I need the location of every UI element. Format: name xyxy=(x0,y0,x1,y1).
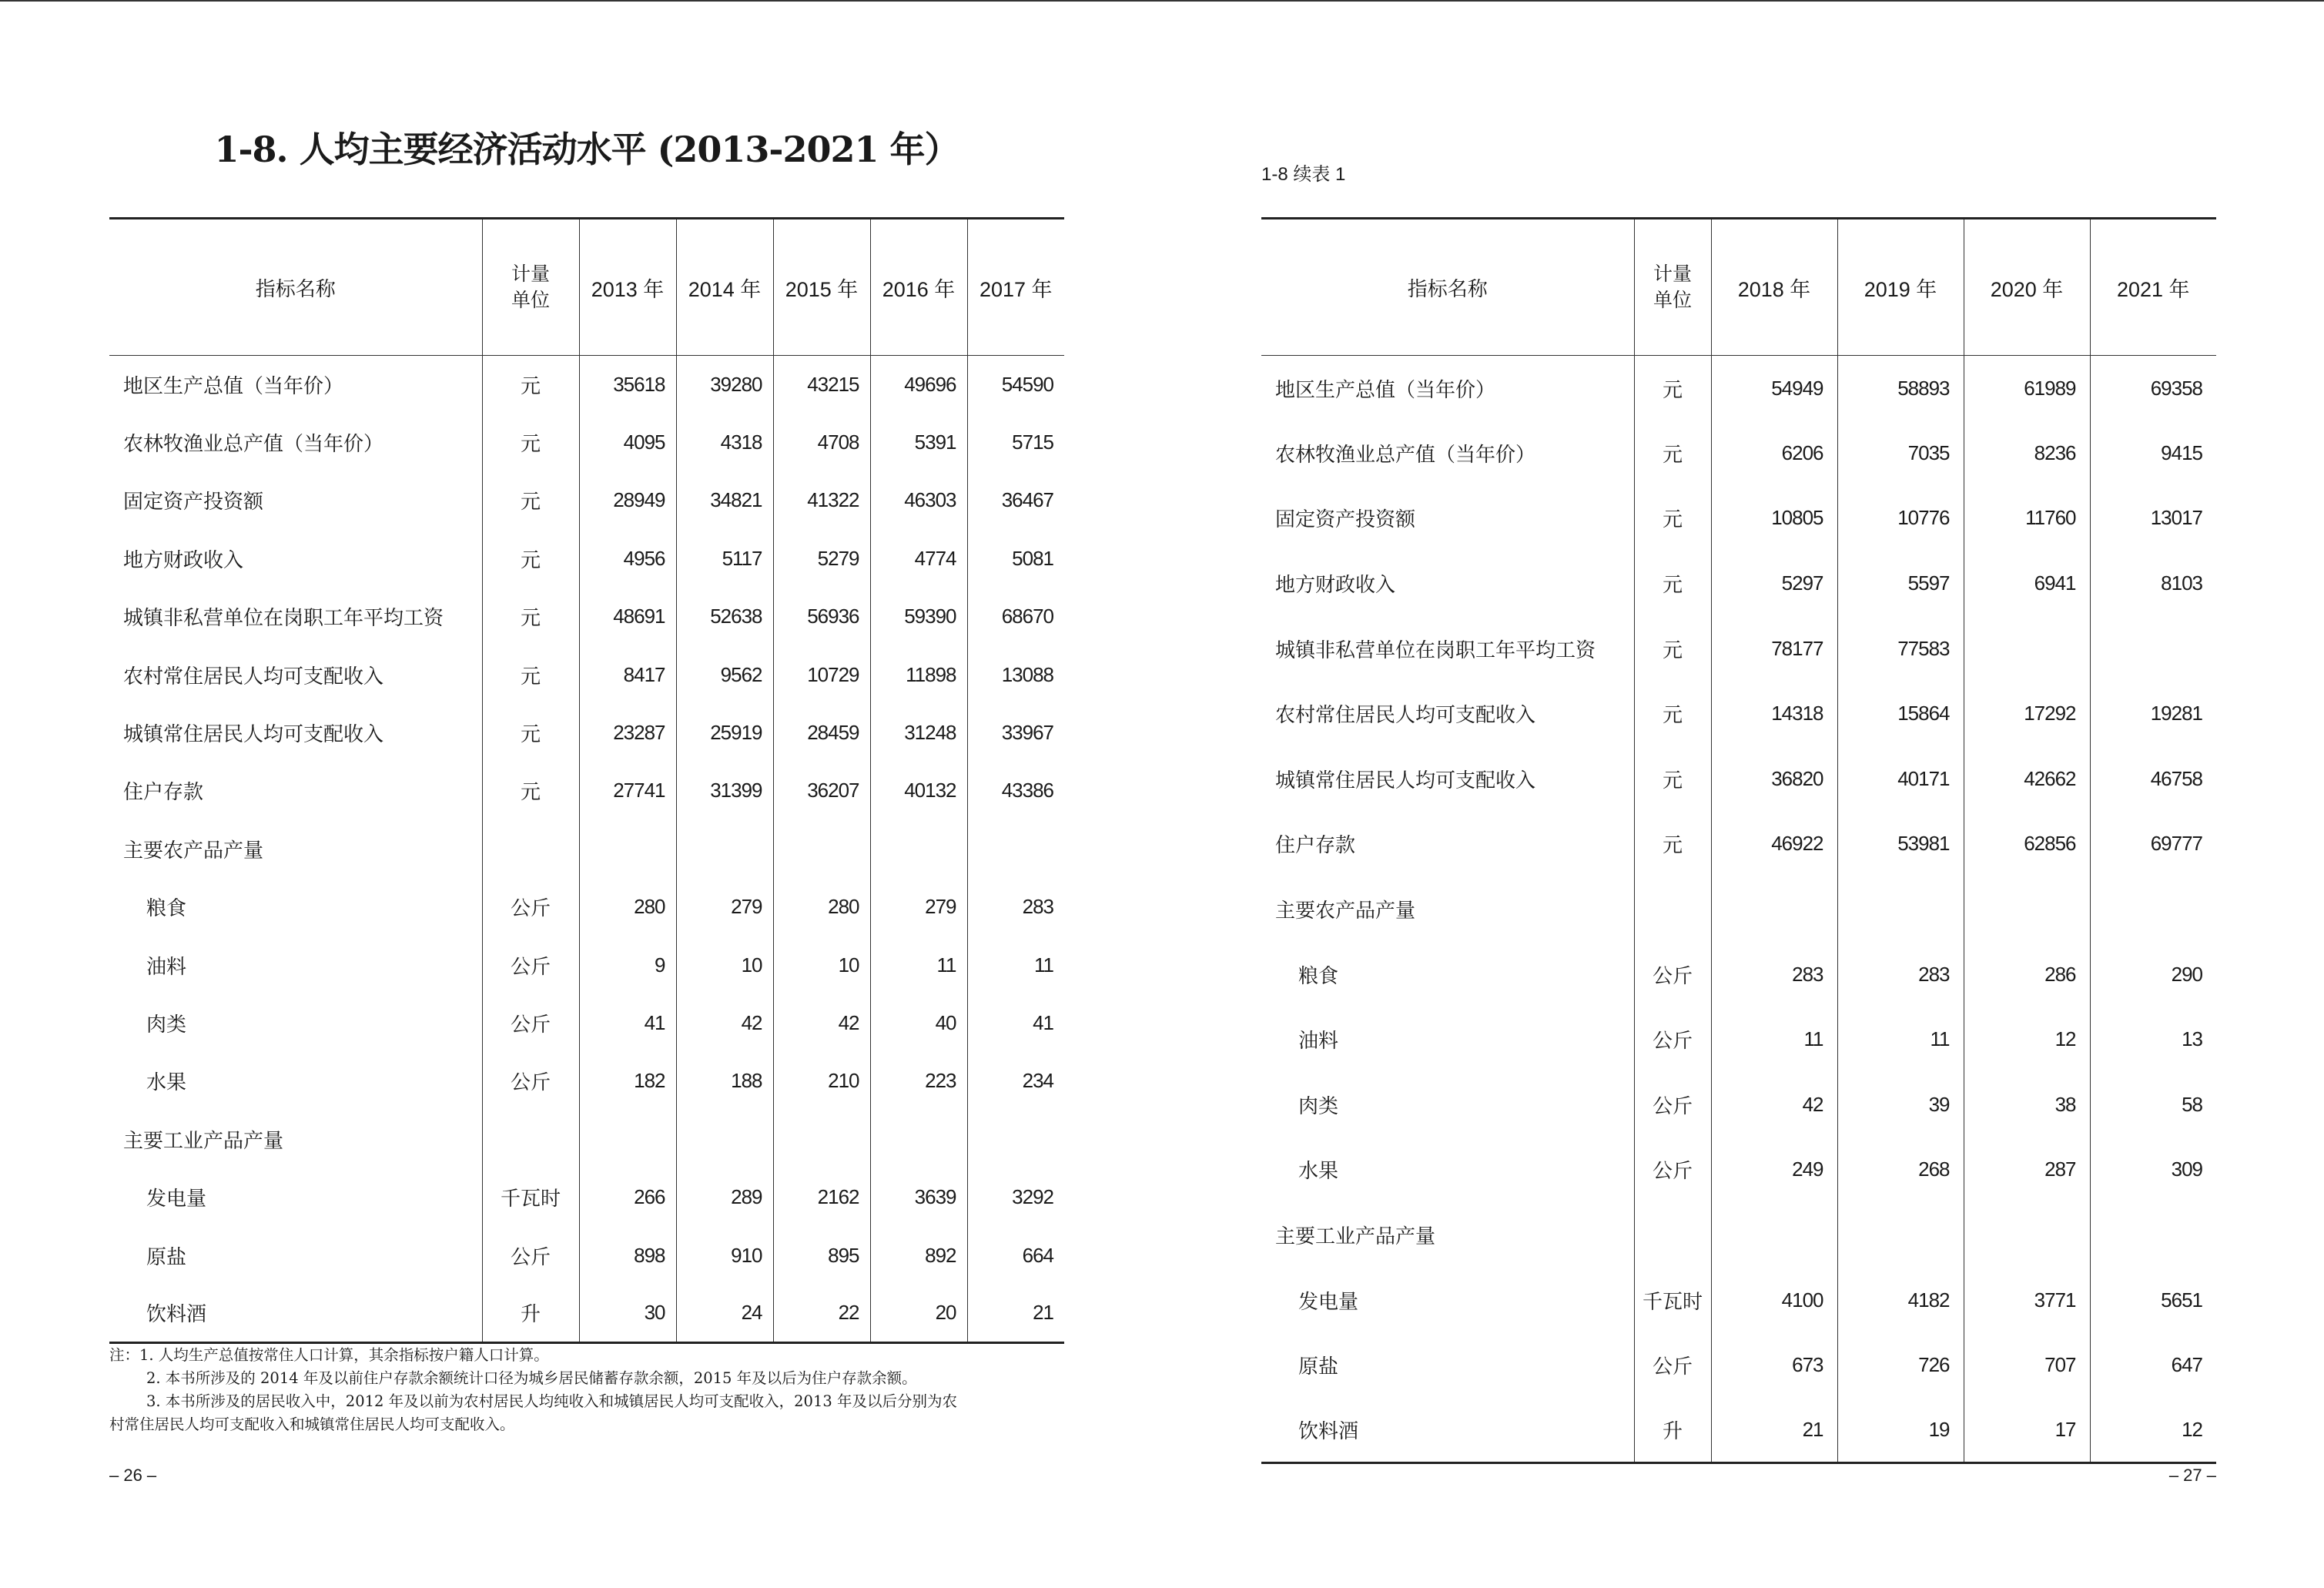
value-cell: 40171 xyxy=(1837,746,1964,812)
indicator-name-cell: 地区生产总值（当年价） xyxy=(1275,378,1496,402)
footnote-line: 2. 本书所涉及的 2014 年及以前住户存款余额统计口径为城乡居民储蓄存款余额，2015 年及以后为住户存款余额。 xyxy=(146,1369,917,1387)
value-cell: 30 xyxy=(579,1285,676,1342)
value-cell: 182 xyxy=(579,1052,676,1110)
value-cell: 21 xyxy=(1711,1398,1837,1463)
value-cell: 22 xyxy=(773,1285,870,1342)
value-cell xyxy=(870,1111,967,1168)
value-cell: 9 xyxy=(579,936,676,993)
table-row xyxy=(109,1052,1064,1110)
value-cell: 21 xyxy=(967,1285,1064,1342)
value-cell: 647 xyxy=(2090,1332,2216,1398)
value-cell: 8417 xyxy=(579,645,676,703)
header-unit-line1: 计量 xyxy=(1653,263,1692,285)
indicator-name-cell: 固定资产投资额 xyxy=(123,491,264,514)
value-cell: 8236 xyxy=(1964,420,2090,486)
value-cell: 77583 xyxy=(1837,616,1964,682)
value-cell: 19281 xyxy=(2090,681,2216,746)
header-unit xyxy=(1634,219,1711,356)
value-cell: 9415 xyxy=(2090,420,2216,486)
value-cell: 283 xyxy=(1837,942,1964,1007)
value-cell: 19 xyxy=(1837,1398,1964,1463)
table-row xyxy=(109,414,1064,471)
unit-cell: 千瓦时 xyxy=(1634,1268,1711,1333)
indicator-name-cell: 城镇非私营单位在岗职工年平均工资 xyxy=(1275,638,1596,662)
value-cell xyxy=(1964,616,2090,682)
value-cell: 280 xyxy=(579,878,676,936)
value-cell: 39280 xyxy=(676,356,773,414)
footnote-line: 3. 本书所涉及的居民收入中，2012 年及以前为农村居民人均纯收入和城镇居民人均可支配收入，2013 年及以后分别为农 xyxy=(146,1392,957,1410)
value-cell: 58893 xyxy=(1837,356,1964,421)
unit-cell xyxy=(1634,1202,1711,1268)
value-cell xyxy=(1711,876,1837,942)
value-cell: 188 xyxy=(676,1052,773,1110)
value-cell: 4100 xyxy=(1711,1268,1837,1333)
value-cell: 6941 xyxy=(1964,551,2090,616)
indicator-name-cell: 肉类 xyxy=(146,1013,187,1037)
indicator-name-cell: 固定资产投资额 xyxy=(1275,508,1416,532)
value-cell: 3771 xyxy=(1964,1268,2090,1333)
unit-cell: 公斤 xyxy=(482,1226,579,1284)
value-cell: 7035 xyxy=(1837,420,1964,486)
table-row xyxy=(109,820,1064,878)
footnotes xyxy=(109,1344,1064,1436)
unit-cell: 元 xyxy=(1634,681,1711,746)
value-cell: 17 xyxy=(1964,1398,2090,1463)
value-cell: 10 xyxy=(676,936,773,993)
table-row xyxy=(109,762,1064,819)
value-cell: 54590 xyxy=(967,356,1064,414)
indicator-name-cell: 主要工业产品产量 xyxy=(1275,1225,1436,1249)
table-row xyxy=(1261,746,2216,812)
indicator-name-cell: 农林牧渔业总产值（当年价） xyxy=(123,433,384,457)
value-cell: 48691 xyxy=(579,588,676,645)
value-cell: 59390 xyxy=(870,588,967,645)
unit-cell: 元 xyxy=(1634,551,1711,616)
value-cell: 210 xyxy=(773,1052,870,1110)
table-row xyxy=(1261,876,2216,942)
value-cell: 27741 xyxy=(579,762,676,819)
value-cell: 6206 xyxy=(1711,420,1837,486)
value-cell: 34821 xyxy=(676,471,773,529)
value-cell: 41 xyxy=(579,994,676,1052)
value-cell xyxy=(1711,1202,1837,1268)
value-cell: 283 xyxy=(1711,942,1837,1007)
header-unit-line2: 单位 xyxy=(1653,289,1692,311)
left-page xyxy=(109,0,1064,1588)
value-cell: 31399 xyxy=(676,762,773,819)
header-unit xyxy=(482,219,579,356)
unit-cell xyxy=(1634,876,1711,942)
value-cell: 42 xyxy=(1711,1072,1837,1137)
table-body xyxy=(109,356,1064,1343)
value-cell: 249 xyxy=(1711,1137,1837,1203)
value-cell: 36467 xyxy=(967,471,1064,529)
value-cell: 78177 xyxy=(1711,616,1837,682)
value-cell: 3639 xyxy=(870,1168,967,1226)
value-cell: 4095 xyxy=(579,414,676,471)
value-cell: 62856 xyxy=(1964,812,2090,877)
value-cell: 4774 xyxy=(870,530,967,588)
unit-cell: 元 xyxy=(482,645,579,703)
header-year: 2019 年 xyxy=(1837,219,1964,356)
value-cell: 20 xyxy=(870,1285,967,1342)
value-cell: 42 xyxy=(676,994,773,1052)
value-cell: 910 xyxy=(676,1226,773,1284)
value-cell xyxy=(967,820,1064,878)
value-cell: 13017 xyxy=(2090,486,2216,551)
value-cell: 726 xyxy=(1837,1332,1964,1398)
value-cell: 11898 xyxy=(870,645,967,703)
value-cell: 43215 xyxy=(773,356,870,414)
value-cell: 42 xyxy=(773,994,870,1052)
value-cell: 892 xyxy=(870,1226,967,1284)
unit-cell: 元 xyxy=(1634,616,1711,682)
value-cell: 4708 xyxy=(773,414,870,471)
value-cell: 36820 xyxy=(1711,746,1837,812)
value-cell: 12 xyxy=(1964,1007,2090,1072)
value-cell: 234 xyxy=(967,1052,1064,1110)
value-cell: 49696 xyxy=(870,356,967,414)
table-row xyxy=(109,1285,1064,1342)
value-cell: 68670 xyxy=(967,588,1064,645)
header-year: 2021 年 xyxy=(2090,219,2216,356)
value-cell: 895 xyxy=(773,1226,870,1284)
table-row xyxy=(1261,1007,2216,1072)
table-row xyxy=(1261,942,2216,1007)
table-row xyxy=(109,994,1064,1052)
unit-cell: 公斤 xyxy=(1634,1007,1711,1072)
table-row xyxy=(1261,551,2216,616)
value-cell: 268 xyxy=(1837,1137,1964,1203)
unit-cell: 元 xyxy=(1634,746,1711,812)
value-cell: 52638 xyxy=(676,588,773,645)
unit-cell xyxy=(482,820,579,878)
unit-cell: 升 xyxy=(1634,1398,1711,1463)
value-cell: 10776 xyxy=(1837,486,1964,551)
table-row xyxy=(109,704,1064,762)
unit-cell: 千瓦时 xyxy=(482,1168,579,1226)
value-cell: 223 xyxy=(870,1052,967,1110)
value-cell: 46922 xyxy=(1711,812,1837,877)
indicator-name-cell: 住户存款 xyxy=(123,781,204,805)
value-cell: 4318 xyxy=(676,414,773,471)
value-cell: 41 xyxy=(967,994,1064,1052)
unit-cell: 公斤 xyxy=(1634,942,1711,1007)
table-row xyxy=(1261,1072,2216,1137)
value-cell: 286 xyxy=(1964,942,2090,1007)
value-cell: 54949 xyxy=(1711,356,1837,421)
value-cell: 53981 xyxy=(1837,812,1964,877)
value-cell: 5651 xyxy=(2090,1268,2216,1333)
value-cell: 25919 xyxy=(676,704,773,762)
unit-cell: 元 xyxy=(1634,812,1711,877)
value-cell: 5117 xyxy=(676,530,773,588)
value-cell xyxy=(676,1111,773,1168)
value-cell xyxy=(1837,1202,1964,1268)
indicator-name-cell: 城镇常住居民人均可支配收入 xyxy=(123,723,384,747)
table-row xyxy=(1261,420,2216,486)
continued-table-label: 1-8 续表 1 xyxy=(1261,164,1346,185)
indicator-name-cell: 粮食 xyxy=(146,897,187,921)
value-cell xyxy=(1837,876,1964,942)
value-cell: 14318 xyxy=(1711,681,1837,746)
value-cell xyxy=(2090,1202,2216,1268)
value-cell: 24 xyxy=(676,1285,773,1342)
value-cell: 10729 xyxy=(773,645,870,703)
page-number: – 27 – xyxy=(2168,1466,2216,1485)
value-cell: 279 xyxy=(870,878,967,936)
value-cell: 280 xyxy=(773,878,870,936)
header-indicator-name: 指标名称 xyxy=(1261,219,1634,356)
value-cell xyxy=(1964,1202,2090,1268)
right-page xyxy=(1261,0,2216,1588)
indicator-name-cell: 主要农产品产量 xyxy=(1275,900,1416,923)
value-cell: 10 xyxy=(773,936,870,993)
indicator-name-cell: 主要工业产品产量 xyxy=(123,1129,284,1153)
value-cell xyxy=(2090,616,2216,682)
indicator-name-cell: 地方财政收入 xyxy=(1275,574,1396,598)
value-cell xyxy=(870,820,967,878)
indicator-name-cell: 水果 xyxy=(1298,1160,1339,1184)
value-cell: 9562 xyxy=(676,645,773,703)
table-row xyxy=(109,1111,1064,1168)
header-year: 2018 年 xyxy=(1711,219,1837,356)
value-cell: 33967 xyxy=(967,704,1064,762)
unit-cell: 公斤 xyxy=(1634,1332,1711,1398)
value-cell xyxy=(579,1111,676,1168)
header-year: 2015 年 xyxy=(773,219,870,356)
page-title: 1-8. 人均主要经济活动水平 (2013-2021 年） xyxy=(214,129,959,170)
indicator-name-cell: 发电量 xyxy=(1298,1290,1359,1314)
value-cell: 31248 xyxy=(870,704,967,762)
value-cell: 5081 xyxy=(967,530,1064,588)
data-table-2018-2021 xyxy=(1261,217,2216,1464)
indicator-name-cell: 饮料酒 xyxy=(1298,1420,1359,1444)
header-unit-line2: 单位 xyxy=(511,289,550,311)
value-cell: 289 xyxy=(676,1168,773,1226)
indicator-name-cell: 油料 xyxy=(146,955,187,979)
value-cell xyxy=(967,1111,1064,1168)
header-year: 2014 年 xyxy=(676,219,773,356)
indicator-name-cell: 水果 xyxy=(146,1071,187,1095)
indicator-name-cell: 饮料酒 xyxy=(146,1303,207,1327)
unit-cell: 公斤 xyxy=(482,878,579,936)
value-cell: 13088 xyxy=(967,645,1064,703)
value-cell: 69777 xyxy=(2090,812,2216,877)
footnote-line: 注：1. 人均生产总值按常住人口计算，其余指标按户籍人口计算。 xyxy=(109,1346,549,1364)
unit-cell: 公斤 xyxy=(1634,1072,1711,1137)
value-cell: 17292 xyxy=(1964,681,2090,746)
header-year: 2020 年 xyxy=(1964,219,2090,356)
value-cell xyxy=(2090,876,2216,942)
indicator-name-cell: 地区生产总值（当年价） xyxy=(123,374,344,398)
value-cell: 41322 xyxy=(773,471,870,529)
table-row xyxy=(109,1226,1064,1284)
table-row xyxy=(1261,812,2216,877)
indicator-name-cell: 主要农产品产量 xyxy=(123,839,264,863)
table-row xyxy=(1261,356,2216,421)
value-cell: 3292 xyxy=(967,1168,1064,1226)
unit-cell: 公斤 xyxy=(1634,1137,1711,1203)
value-cell: 46303 xyxy=(870,471,967,529)
unit-cell: 公斤 xyxy=(482,994,579,1052)
value-cell: 4182 xyxy=(1837,1268,1964,1333)
table-row xyxy=(109,471,1064,529)
value-cell: 2162 xyxy=(773,1168,870,1226)
indicator-name-cell: 地方财政收入 xyxy=(123,548,244,572)
value-cell xyxy=(1964,876,2090,942)
unit-cell: 升 xyxy=(482,1285,579,1342)
value-cell: 13 xyxy=(2090,1007,2216,1072)
header-indicator-name: 指标名称 xyxy=(109,219,482,356)
unit-cell: 元 xyxy=(1634,486,1711,551)
table-row xyxy=(1261,1268,2216,1333)
value-cell: 56936 xyxy=(773,588,870,645)
table-row xyxy=(1261,681,2216,746)
unit-cell: 元 xyxy=(1634,420,1711,486)
indicator-name-cell: 农村常住居民人均可支配收入 xyxy=(1275,704,1536,728)
value-cell: 36207 xyxy=(773,762,870,819)
unit-cell: 元 xyxy=(482,356,579,414)
table-row xyxy=(109,588,1064,645)
table-row xyxy=(1261,1137,2216,1203)
value-cell: 664 xyxy=(967,1226,1064,1284)
value-cell: 4956 xyxy=(579,530,676,588)
table-row xyxy=(109,878,1064,936)
value-cell: 5279 xyxy=(773,530,870,588)
indicator-name-cell: 肉类 xyxy=(1298,1094,1339,1118)
value-cell: 5597 xyxy=(1837,551,1964,616)
value-cell: 11 xyxy=(967,936,1064,993)
header-unit-line1: 计量 xyxy=(511,263,550,285)
unit-cell: 元 xyxy=(482,762,579,819)
unit-cell: 元 xyxy=(482,471,579,529)
value-cell: 38 xyxy=(1964,1072,2090,1137)
indicator-name-cell: 住户存款 xyxy=(1275,834,1356,858)
value-cell: 898 xyxy=(579,1226,676,1284)
header-year: 2017 年 xyxy=(967,219,1064,356)
value-cell: 11760 xyxy=(1964,486,2090,551)
value-cell: 58 xyxy=(2090,1072,2216,1137)
value-cell: 69358 xyxy=(2090,356,2216,421)
value-cell: 40132 xyxy=(870,762,967,819)
value-cell: 39 xyxy=(1837,1072,1964,1137)
table-row xyxy=(109,1168,1064,1226)
value-cell: 43386 xyxy=(967,762,1064,819)
table-row xyxy=(109,645,1064,703)
indicator-name-cell: 城镇常住居民人均可支配收入 xyxy=(1275,769,1536,792)
footnote-line: 村常住居民人均可支配收入和城镇常住居民人均可支配收入。 xyxy=(109,1415,515,1433)
value-cell: 23287 xyxy=(579,704,676,762)
value-cell: 283 xyxy=(967,878,1064,936)
table-header-row xyxy=(1261,219,2216,356)
value-cell: 707 xyxy=(1964,1332,2090,1398)
value-cell: 15864 xyxy=(1837,681,1964,746)
indicator-name-cell: 农村常住居民人均可支配收入 xyxy=(123,665,384,688)
value-cell: 28949 xyxy=(579,471,676,529)
value-cell: 46758 xyxy=(2090,746,2216,812)
value-cell: 673 xyxy=(1711,1332,1837,1398)
unit-cell: 元 xyxy=(482,414,579,471)
table-row xyxy=(109,530,1064,588)
table-row xyxy=(109,936,1064,993)
value-cell: 12 xyxy=(2090,1398,2216,1463)
indicator-name-cell: 油料 xyxy=(1298,1030,1339,1054)
value-cell: 309 xyxy=(2090,1137,2216,1203)
indicator-name-cell: 城镇非私营单位在岗职工年平均工资 xyxy=(123,607,444,631)
table-row xyxy=(1261,1332,2216,1398)
value-cell: 5391 xyxy=(870,414,967,471)
table-body xyxy=(1261,356,2216,1463)
value-cell: 8103 xyxy=(2090,551,2216,616)
value-cell xyxy=(773,1111,870,1168)
value-cell: 279 xyxy=(676,878,773,936)
value-cell: 266 xyxy=(579,1168,676,1226)
value-cell: 40 xyxy=(870,994,967,1052)
header-year: 2016 年 xyxy=(870,219,967,356)
data-table-2013-2017 xyxy=(109,217,1064,1344)
table-row xyxy=(1261,486,2216,551)
indicator-name-cell: 粮食 xyxy=(1298,964,1339,988)
indicator-name-cell: 原盐 xyxy=(1298,1355,1339,1379)
unit-cell xyxy=(482,1111,579,1168)
value-cell: 42662 xyxy=(1964,746,2090,812)
value-cell: 290 xyxy=(2090,942,2216,1007)
unit-cell: 元 xyxy=(1634,356,1711,421)
table-header-row xyxy=(109,219,1064,356)
value-cell: 11 xyxy=(1711,1007,1837,1072)
value-cell xyxy=(676,820,773,878)
table-row xyxy=(1261,1202,2216,1268)
indicator-name-cell: 发电量 xyxy=(146,1188,207,1211)
unit-cell: 元 xyxy=(482,530,579,588)
value-cell: 11 xyxy=(870,936,967,993)
value-cell: 11 xyxy=(1837,1007,1964,1072)
unit-cell: 元 xyxy=(482,588,579,645)
header-year: 2013 年 xyxy=(579,219,676,356)
indicator-name-cell: 农林牧渔业总产值（当年价） xyxy=(1275,443,1536,467)
value-cell: 61989 xyxy=(1964,356,2090,421)
value-cell: 35618 xyxy=(579,356,676,414)
table-row xyxy=(1261,616,2216,682)
page-number: – 26 – xyxy=(109,1466,157,1485)
indicator-name-cell: 原盐 xyxy=(146,1245,187,1269)
unit-cell: 公斤 xyxy=(482,936,579,993)
table-row xyxy=(109,356,1064,414)
value-cell: 5297 xyxy=(1711,551,1837,616)
value-cell: 10805 xyxy=(1711,486,1837,551)
value-cell: 5715 xyxy=(967,414,1064,471)
value-cell: 28459 xyxy=(773,704,870,762)
table-row xyxy=(1261,1398,2216,1463)
unit-cell: 元 xyxy=(482,704,579,762)
unit-cell: 公斤 xyxy=(482,1052,579,1110)
value-cell: 287 xyxy=(1964,1137,2090,1203)
value-cell xyxy=(773,820,870,878)
value-cell xyxy=(579,820,676,878)
